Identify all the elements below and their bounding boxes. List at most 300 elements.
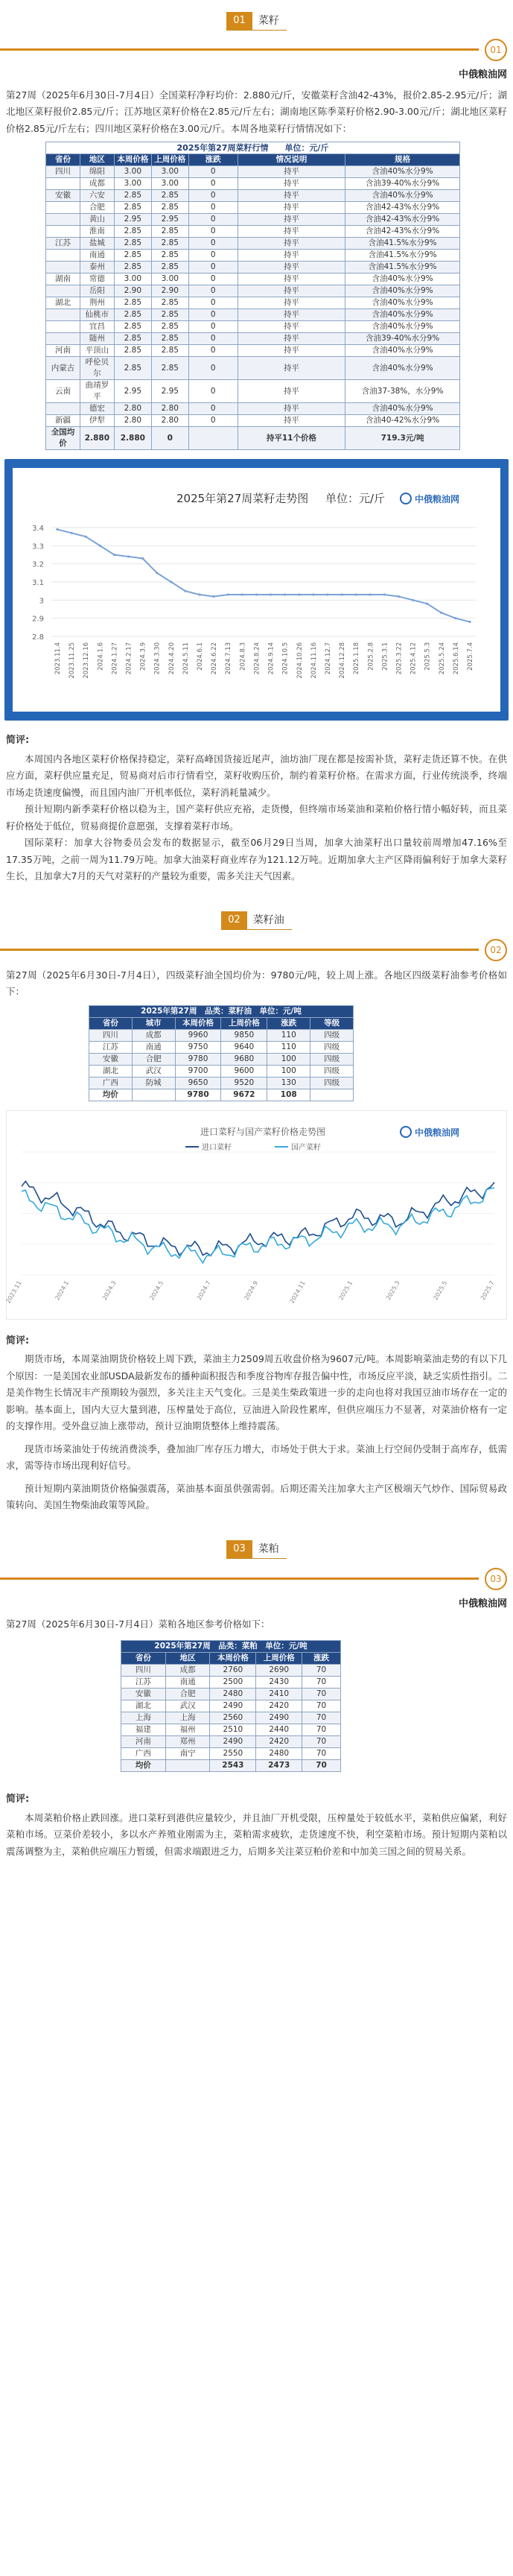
table-cell: 江苏 xyxy=(89,1041,133,1053)
table-cell: 0 xyxy=(188,345,238,357)
data-point xyxy=(326,594,328,596)
table-row xyxy=(121,1677,341,1689)
table-cell: 2.85 xyxy=(114,226,151,238)
table-cell: 3.00 xyxy=(151,273,188,285)
table-row xyxy=(46,202,460,214)
data-point xyxy=(255,594,258,596)
table-cell: 2.85 xyxy=(114,321,151,333)
table-caption: 2025年第27周 品类：菜籽油 单位：元/吨 xyxy=(89,1005,354,1017)
comment1-p2: 预计短期内新季菜籽价格以稳为主，国产菜籽供应充裕，走货慢，但终端市场菜油和菜粕价格行情小幅好转，而且菜籽价格处于低位，贸易商提价意愿强，支撑着菜籽市场。 xyxy=(6,803,507,832)
table-cell: 2.80 xyxy=(151,403,188,415)
series-line xyxy=(22,1181,494,1256)
comment2-p3: 预计短期内菜油期货价格偏强震荡，菜油基本面虽供强需弱。后期还需关注加拿大主产区极端天气炒作、国际贸易政策转向、美国生物柴油政策等风险。 xyxy=(6,1482,507,1511)
table-cell: 2480 xyxy=(256,1748,302,1760)
table-cell: 含油41.5%水分9% xyxy=(345,262,460,273)
table-cell: 3.00 xyxy=(114,273,151,285)
summary-cell: 2543 xyxy=(210,1760,256,1772)
section-title-3 xyxy=(0,1529,513,1565)
section-name: 菜粕 xyxy=(258,1543,279,1556)
table-cell: 含油40%水分9% xyxy=(345,190,460,202)
table-cell: 2410 xyxy=(256,1689,302,1700)
summary-cell xyxy=(165,1760,210,1772)
table-cell: 广西 xyxy=(121,1748,166,1760)
table-cell xyxy=(46,202,80,214)
table-cell: 3.00 xyxy=(151,178,188,190)
column-header: 上周价格 xyxy=(151,154,188,166)
table-cell: 四级 xyxy=(310,1041,354,1053)
table-cell: 广西 xyxy=(89,1077,133,1089)
column-header: 省份 xyxy=(46,154,80,166)
table-cell: 合肥 xyxy=(165,1689,210,1700)
summary-cell xyxy=(132,1089,175,1101)
x-tick-label: 2024.3.9 xyxy=(139,642,147,671)
table-cell: 2.90 xyxy=(114,285,151,297)
data-point xyxy=(284,594,286,596)
summary-cell: 均价 xyxy=(121,1760,166,1772)
table-row xyxy=(121,1724,341,1736)
x-tick-label: 2023.11 xyxy=(4,1279,23,1305)
table-cell: 平顶山 xyxy=(80,345,114,357)
table-cell: 含油40%水分9% xyxy=(345,357,460,380)
x-tick-label: 2024.11.16 xyxy=(310,642,318,679)
x-tick-label: 2025.3.1 xyxy=(381,642,389,671)
table-row xyxy=(46,214,460,226)
table-row xyxy=(89,1077,354,1089)
logo-icon xyxy=(401,493,411,504)
table-cell: 南通 xyxy=(132,1041,175,1053)
table-cell xyxy=(46,285,80,297)
banner-number: 01 xyxy=(485,39,507,61)
data-point xyxy=(141,557,144,560)
table-cell: 2.95 xyxy=(114,380,151,403)
x-tick-label: 2025.2.8 xyxy=(367,642,375,671)
table-cell: 9850 xyxy=(221,1029,267,1041)
table-cell: 2.85 xyxy=(151,262,188,273)
table-cell: 四级 xyxy=(310,1065,354,1077)
table-cell: 湖北 xyxy=(121,1700,166,1712)
banner-number: 03 xyxy=(485,1568,507,1590)
x-tick-label: 2025.6.14 xyxy=(452,642,460,675)
table-cell: 9520 xyxy=(221,1077,267,1089)
chart-logo: 中俄粮油网 xyxy=(415,494,460,505)
x-tick-label: 2024.6.1 xyxy=(197,642,205,671)
table-cell: 新疆 xyxy=(46,415,80,427)
table-cell: 0 xyxy=(188,178,238,190)
table-row xyxy=(121,1736,341,1748)
column-header: 地区 xyxy=(80,154,114,166)
table-cell: 湖南 xyxy=(46,273,80,285)
table-cell: 2560 xyxy=(210,1712,256,1724)
table-cell: 0 xyxy=(188,357,238,380)
table-cell: 9600 xyxy=(221,1065,267,1077)
table-cell: 2.90 xyxy=(151,285,188,297)
column-header: 城市 xyxy=(132,1017,175,1029)
summary-cell: 2.880 xyxy=(114,427,151,450)
table-row xyxy=(46,226,460,238)
table-cell: 四级 xyxy=(310,1077,354,1089)
table-cell: 盐城 xyxy=(80,238,114,250)
y-tick-label: 3 xyxy=(39,597,44,606)
summary-cell: 9672 xyxy=(221,1089,267,1101)
table-cell: 2.85 xyxy=(114,262,151,273)
x-tick-label: 2024.5.11 xyxy=(182,642,190,675)
table-cell: 0 xyxy=(188,202,238,214)
column-header: 涨跌 xyxy=(188,154,238,166)
data-point xyxy=(440,612,442,614)
table-cell: 0 xyxy=(188,321,238,333)
table-cell: 2.85 xyxy=(151,333,188,345)
table-cell: 四川 xyxy=(89,1029,133,1041)
x-tick-label: 2025.1.18 xyxy=(353,642,361,675)
brand-name: 中俄粮油网 xyxy=(458,1598,507,1610)
table-cell: 福州 xyxy=(165,1724,210,1736)
column-header: 本周价格 xyxy=(175,1017,221,1029)
x-tick-label: 2024.6.22 xyxy=(211,642,219,675)
table-cell: 2.85 xyxy=(114,190,151,202)
x-tick-label: 2025.4.12 xyxy=(410,642,418,675)
x-tick-label: 2025.3 xyxy=(384,1279,401,1301)
table-cell: 2.85 xyxy=(151,238,188,250)
table-cell: 南通 xyxy=(80,250,114,262)
y-tick-label: 2.8 xyxy=(32,633,44,642)
table-cell xyxy=(46,333,80,345)
table-cell: 含油39-40%水分9% xyxy=(345,178,460,190)
table-cell: 持平 xyxy=(238,380,345,403)
data-point xyxy=(198,594,200,596)
x-tick-label: 2024.7 xyxy=(195,1279,212,1301)
summary-row xyxy=(121,1760,341,1772)
summary-cell: 9780 xyxy=(175,1089,221,1101)
table-cell: 0 xyxy=(188,415,238,427)
table-cell: 110 xyxy=(267,1041,310,1053)
table-cell: 2.85 xyxy=(114,297,151,309)
table-cell: 内蒙古 xyxy=(46,357,80,380)
comment-label-2: 简评: xyxy=(6,1335,30,1346)
table-cell: 9780 xyxy=(175,1053,221,1065)
table-cell: 持平 xyxy=(238,238,345,250)
table-row xyxy=(46,273,460,285)
table-row xyxy=(89,1065,354,1077)
table-cell: 2480 xyxy=(210,1689,256,1700)
table-cell: 70 xyxy=(302,1700,341,1712)
table-cell: 含油40-42%水分9% xyxy=(345,415,460,427)
comment-label-3: 简评: xyxy=(6,1794,30,1805)
table-cell: 武汉 xyxy=(165,1700,210,1712)
table-cell xyxy=(46,309,80,321)
table-cell: 0 xyxy=(188,190,238,202)
table-cell: 2420 xyxy=(256,1700,302,1712)
table-cell: 70 xyxy=(302,1665,341,1677)
data-point xyxy=(468,621,471,623)
section-number: 03 xyxy=(226,1540,252,1558)
table-cell: 合肥 xyxy=(80,202,114,214)
logo-icon xyxy=(401,1127,411,1137)
table-cell: 江苏 xyxy=(46,238,80,250)
x-tick-label: 2025.5 xyxy=(432,1279,449,1301)
comment3-p1: 本周菜粕价格止跌回涨。进口菜籽到港供应量较少，并且油厂开机受限，压榨量处于较低水平，菜粕供应偏紧，利好菜粕市场。豆菜价差较小，多以水产养殖业刚需为主，菜粕需求疲软，走货速度不快，利空菜粕市场。预计短期内菜粕以震荡调整为主，菜粕供应端压力暂缓，但需求端跟进乏力，后期多关注菜豆粕价差和中加美三国之间的贸易关系。 xyxy=(6,1811,507,1857)
column-header: 涨跌 xyxy=(267,1017,310,1029)
data-point xyxy=(383,594,386,596)
section-banner-2 xyxy=(0,939,513,961)
table-cell: 2.85 xyxy=(114,202,151,214)
table-cell: 0 xyxy=(188,309,238,321)
table-row xyxy=(121,1712,341,1724)
y-tick-label: 3.3 xyxy=(32,542,44,551)
table-cell: 2.85 xyxy=(151,190,188,202)
table-cell: 持平 xyxy=(238,190,345,202)
data-point xyxy=(227,594,229,596)
table-cell: 含油41.5%水分9% xyxy=(345,250,460,262)
summary-cell: 2473 xyxy=(256,1760,302,1772)
summary-cell: 全国均价 xyxy=(46,427,80,450)
table-cell: 9650 xyxy=(175,1077,221,1089)
table-row xyxy=(46,309,460,321)
table-cell: 0 xyxy=(188,250,238,262)
table-cell: 曲靖罗平 xyxy=(80,380,114,403)
table-cell: 福建 xyxy=(121,1724,166,1736)
x-tick-label: 2024.12.7 xyxy=(324,642,332,675)
table-cell: 2420 xyxy=(256,1736,302,1748)
table-cell xyxy=(46,178,80,190)
section-title-2 xyxy=(0,900,513,936)
table-cell: 合肥 xyxy=(132,1053,175,1065)
section-banner-3 xyxy=(0,1568,513,1590)
table-cell: 持平 xyxy=(238,202,345,214)
table-row xyxy=(46,190,460,202)
table-cell: 湖北 xyxy=(46,297,80,309)
comment1-p1: 本周国内各地区菜籽价格保持稳定，菜籽高峰国货接近尾声，油坊油厂现在都是按需补货，菜籽走货还算不快。在供应方面，菜籽供应量充足，贸易商对后市行情看空，菜籽收购压价，制约着菜籽价格。在需求方面，行业传统淡季，终端市场走货速度偏慢，而且国内油厂开机率低位，菜籽消耗量减少。 xyxy=(6,753,507,798)
table-cell: 2510 xyxy=(210,1724,256,1736)
table-cell: 2.85 xyxy=(114,309,151,321)
table-cell: 随州 xyxy=(80,333,114,345)
legend-label: 进口菜籽 xyxy=(202,1143,232,1152)
table-cell: 0 xyxy=(188,380,238,403)
table-cell: 2500 xyxy=(210,1677,256,1689)
table-cell: 四级 xyxy=(310,1053,354,1065)
column-header: 等级 xyxy=(310,1017,354,1029)
table-row xyxy=(46,345,460,357)
table-cell: 70 xyxy=(302,1677,341,1689)
table-cell: 2.85 xyxy=(114,333,151,345)
table-cell: 四川 xyxy=(46,166,80,178)
table-cell: 持平 xyxy=(238,415,345,427)
table-cell: 含油41.5%水分9% xyxy=(345,238,460,250)
x-tick-label: 2024.3 xyxy=(101,1279,118,1301)
x-tick-label: 2024.10.26 xyxy=(296,642,304,679)
table-cell: 绵阳 xyxy=(80,166,114,178)
table-row xyxy=(46,333,460,345)
legend-label: 国产菜籽 xyxy=(291,1143,321,1152)
oil-line-chart xyxy=(4,1111,506,1312)
table-cell: 含油40%水分9% xyxy=(345,345,460,357)
table-cell: 2550 xyxy=(210,1748,256,1760)
table-cell: 0 xyxy=(188,262,238,273)
data-point xyxy=(213,595,215,598)
table-cell: 持平 xyxy=(238,262,345,273)
table-cell: 2.85 xyxy=(151,226,188,238)
table-cell: 110 xyxy=(267,1029,310,1041)
x-tick-label: 2023.11.25 xyxy=(68,642,77,679)
table-cell: 含油40%水分9% xyxy=(345,297,460,309)
column-header: 涨跌 xyxy=(302,1653,341,1665)
series-line xyxy=(57,530,470,622)
table-cell: 南通 xyxy=(165,1677,210,1689)
x-tick-label: 2024.3.30 xyxy=(153,642,162,675)
table-cell: 9680 xyxy=(221,1053,267,1065)
x-tick-label: 2025.1 xyxy=(337,1279,354,1301)
table-cell: 2.85 xyxy=(151,321,188,333)
meal-intro: 第27周（2025年6月30日-7月4日）菜粕各地区参考价格如下： xyxy=(6,1618,270,1630)
table-cell: 含油40%水分9% xyxy=(345,166,460,178)
table-cell: 0 xyxy=(188,166,238,178)
y-tick-label: 3.4 xyxy=(32,525,44,534)
x-tick-label: 2023.12.16 xyxy=(83,642,91,679)
table-cell: 130 xyxy=(267,1077,310,1089)
table-row xyxy=(46,403,460,415)
table-cell: 70 xyxy=(302,1736,341,1748)
rapeseed-line-chart xyxy=(13,468,493,705)
table-cell: 常德 xyxy=(80,273,114,285)
table-cell: 持平 xyxy=(238,357,345,380)
table-cell: 黄山 xyxy=(80,214,114,226)
oil-intro: 第27周（2025年6月30日-7月4日），四级菜籽油全国均价为：9780元/吨，较上周上涨。各地区四级菜籽油参考价格如下： xyxy=(6,969,507,998)
summary-cell: 0 xyxy=(151,427,188,450)
table-cell: 安徽 xyxy=(46,190,80,202)
column-header: 情况说明 xyxy=(238,154,345,166)
x-tick-label: 2023.11.4 xyxy=(54,642,62,675)
table-cell: 含油40%水分9% xyxy=(345,403,460,415)
table-cell xyxy=(46,262,80,273)
table-cell: 2490 xyxy=(256,1712,302,1724)
comment1-p3: 国际菜籽：加拿大谷物委员会发布的数据显示，截至06月29日当周，加拿大油菜籽出口量较前周增加47.16%至17.35万吨，之前一周为11.79万吨。加拿大油菜籽商业库存为121.12万吨。近期加拿大主产区降雨偏利好于加拿大菜籽生长，且加拿大7月的天气对菜籽的产量较为重要，需多关注天气因素。 xyxy=(6,837,507,882)
table-cell: 9750 xyxy=(175,1041,221,1053)
table-cell: 持平 xyxy=(238,403,345,415)
summary-cell: 108 xyxy=(267,1089,310,1101)
section-title-1 xyxy=(0,0,513,36)
table-cell: 伊犁 xyxy=(80,415,114,427)
banner-number: 02 xyxy=(485,939,507,961)
comment2-p1: 期货市场，本周菜油期货价格较上周下跌，菜油主力2509周五收盘价格为9607元/吨。本周影响菜油走势的有以下几个原因：一是美国农业部USDA最新发布的播种面积报告和季度谷物库存报告偏中性，市场反应平淡，缺乏实质性指引。二是美作物生长情况丰产预期较为强烈，多关注主天气变化。三是美生柴政策进一步的走向也将对我国豆油市场存在一定的影响。基本面上，国内大豆大量到港，压榨量处于高位，豆油进入阶段性累库，但供应端压力不显著，对菜油价格有一定的支撑作用。受外盘豆油上涨带动，预计豆油期货整体上维持震荡。 xyxy=(6,1353,507,1432)
table-cell: 防城 xyxy=(132,1077,175,1089)
table-cell: 成都 xyxy=(165,1665,210,1677)
table-cell: 江苏 xyxy=(121,1677,166,1689)
x-tick-label: 2024.5 xyxy=(148,1279,165,1301)
data-point xyxy=(369,594,372,596)
table-row xyxy=(46,262,460,273)
x-tick-label: 2025.7.4 xyxy=(467,642,474,671)
data-point xyxy=(71,532,73,534)
summary-cell xyxy=(188,427,238,450)
chart-title: 2025年第27周菜籽走势图 xyxy=(176,492,309,506)
table-cell: 0 xyxy=(188,214,238,226)
table-cell: 岳阳 xyxy=(80,285,114,297)
table-cell: 0 xyxy=(188,273,238,285)
column-header: 省份 xyxy=(121,1653,166,1665)
table-row xyxy=(46,380,460,403)
x-tick-label: 2024.1.6 xyxy=(97,642,105,671)
table-cell: 安徽 xyxy=(89,1053,133,1065)
x-tick-label: 2024.7.13 xyxy=(225,642,233,675)
table-cell xyxy=(46,226,80,238)
table-cell: 荆州 xyxy=(80,297,114,309)
table-cell: 0 xyxy=(188,403,238,415)
x-tick-label: 2024.11 xyxy=(288,1279,307,1305)
chart-logo: 中俄粮油网 xyxy=(415,1127,460,1138)
table-cell: 上海 xyxy=(121,1712,166,1724)
table-cell: 成都 xyxy=(80,178,114,190)
table-cell: 70 xyxy=(302,1689,341,1700)
data-point xyxy=(85,536,87,538)
table-row xyxy=(89,1041,354,1053)
table-cell: 安徽 xyxy=(121,1689,166,1700)
data-point xyxy=(454,617,456,619)
table-cell: 德宏 xyxy=(80,403,114,415)
oil-trend-chart xyxy=(6,1110,507,1320)
table-cell: 0 xyxy=(188,226,238,238)
x-tick-label: 2024.8.24 xyxy=(253,642,261,675)
table-cell: 2440 xyxy=(256,1724,302,1736)
table-cell: 2.85 xyxy=(151,250,188,262)
table-cell xyxy=(46,403,80,415)
table-cell: 仙桃市 xyxy=(80,309,114,321)
table-cell: 2.95 xyxy=(151,214,188,226)
table-cell: 河南 xyxy=(46,345,80,357)
data-point xyxy=(56,528,58,531)
data-point xyxy=(127,556,130,558)
table-cell: 0 xyxy=(188,238,238,250)
table-cell: 2.85 xyxy=(151,202,188,214)
table-cell: 2490 xyxy=(210,1700,256,1712)
table-cell: 含油40%水分9% xyxy=(345,321,460,333)
column-header: 地区 xyxy=(165,1653,210,1665)
table-cell: 郑州 xyxy=(165,1736,210,1748)
data-point xyxy=(298,594,300,596)
table-cell: 武汉 xyxy=(132,1065,175,1077)
table-row xyxy=(121,1748,341,1760)
table-cell: 0 xyxy=(188,285,238,297)
table-cell: 持平 xyxy=(238,345,345,357)
table-row xyxy=(46,321,460,333)
table-row xyxy=(46,238,460,250)
data-point xyxy=(156,572,158,574)
x-tick-label: 2025.7 xyxy=(479,1279,496,1301)
table-cell: 含油40%水分9% xyxy=(345,273,460,285)
data-point xyxy=(170,581,172,583)
rapeseed-trend-chart xyxy=(4,459,509,721)
table-cell: 持平 xyxy=(238,309,345,321)
x-tick-label: 2024.9.14 xyxy=(267,642,275,675)
table-cell: 含油40%水分9% xyxy=(345,285,460,297)
table-cell: 持平 xyxy=(238,297,345,309)
table-cell: 2.85 xyxy=(151,297,188,309)
data-point xyxy=(312,594,314,596)
table-cell: 3.00 xyxy=(114,178,151,190)
table-cell: 2690 xyxy=(256,1665,302,1677)
summary-cell: 持平11个价格 xyxy=(238,427,345,450)
table-row xyxy=(89,1053,354,1065)
table-cell: 2.85 xyxy=(114,345,151,357)
table-cell xyxy=(46,214,80,226)
table-cell: 呼伦贝尔 xyxy=(80,357,114,380)
summary-cell xyxy=(310,1089,354,1101)
table-row xyxy=(46,250,460,262)
table-row xyxy=(46,415,460,427)
x-tick-label: 2025.3.22 xyxy=(395,642,404,675)
table-cell: 含油39-40%水分9% xyxy=(345,333,460,345)
x-tick-label: 2024.4.20 xyxy=(168,642,176,675)
table-cell: 含油42-43%水分9% xyxy=(345,202,460,214)
chart-unit: 单位：元/斤 xyxy=(325,492,386,506)
